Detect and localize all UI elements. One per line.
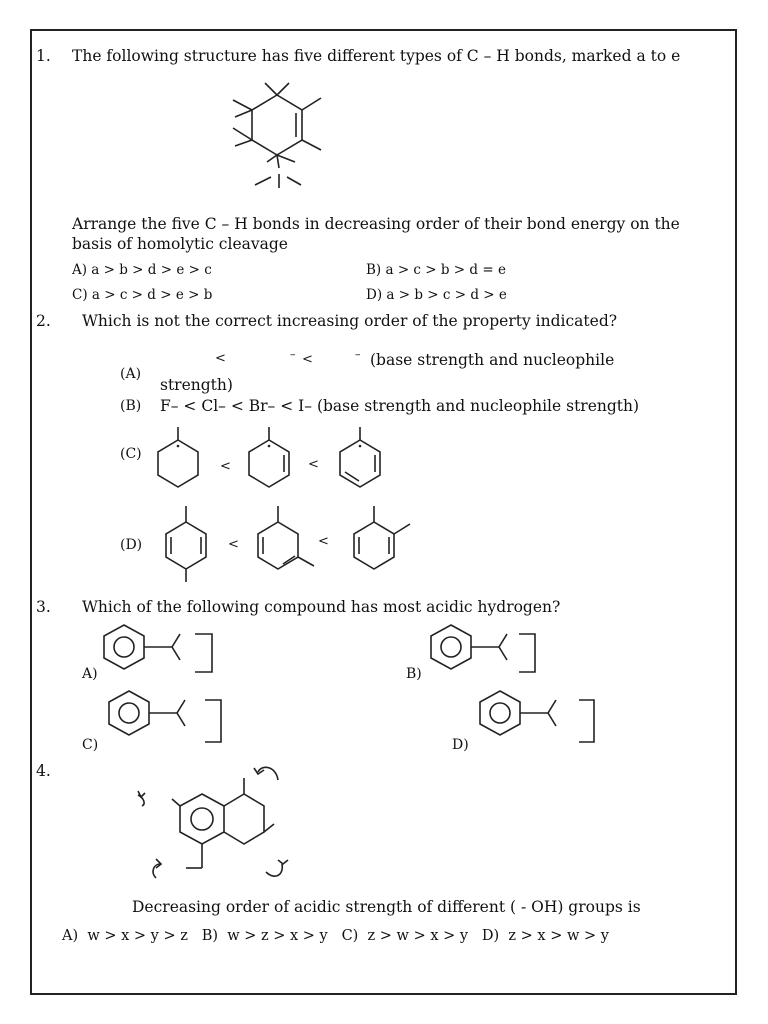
q2-c-less-than-1: < — [220, 459, 231, 474]
q3-d-structure — [476, 686, 601, 750]
q2-a-less-than-1: < — [215, 351, 226, 366]
q2-text: Which is not the correct increasing order of the property indicated? — [82, 312, 618, 330]
q2-a-text-line2: strength) — [160, 376, 233, 394]
q1-option-a[interactable]: A) a > b > d > e > c — [72, 262, 212, 278]
q3-option-b[interactable]: B) — [406, 666, 422, 682]
q1-option-c[interactable]: C) a > c > d > e > b — [72, 287, 213, 303]
q2-a-superscript-2: – — [355, 348, 361, 361]
q3-number: 3. — [36, 598, 51, 616]
q2-b-text: F– < Cl– < Br– < I– (base strength and nucleophile strength) — [160, 397, 640, 415]
q2-d-ortho-xylene — [348, 500, 418, 575]
q2-c-label: (C) — [120, 446, 142, 462]
q1-number: 1. — [36, 47, 51, 65]
q3-text: Which of the following compound has most acidic hydrogen? — [82, 598, 561, 616]
q2-a-less-than-2: < — [302, 352, 313, 367]
q2-d-para-xylene — [160, 500, 210, 585]
q2-b-label: (B) — [120, 398, 142, 414]
q3-b-structure — [427, 620, 547, 680]
q2-d-label: (D) — [120, 537, 143, 553]
q3-option-d[interactable]: D) — [452, 737, 469, 753]
q2-d-meta-xylene — [252, 500, 322, 575]
q2-number: 2. — [36, 312, 51, 330]
q2-c-less-than-2: < — [308, 457, 319, 472]
q2-c-cyclohexenyl-radical — [246, 424, 296, 492]
q2-d-less-than-2: < — [318, 534, 329, 549]
q1-instruction-line1: Arrange the five C – H bonds in decreasing order of their bond energy on the — [72, 215, 680, 233]
q2-a-superscript-1: – — [290, 348, 296, 361]
q2-d-less-than-1: < — [228, 537, 239, 552]
q1-option-d[interactable]: D) a > b > c > d > e — [366, 287, 507, 303]
q1-option-b[interactable]: B) a > c > b > d = e — [366, 262, 506, 278]
q1-instruction-line2: basis of homolytic cleavage — [72, 235, 288, 253]
q4-number: 4. — [36, 762, 51, 780]
q4-options[interactable]: A) w > x > y > z B) w > z > x > y C) z > w > x > y D) z > x > w > y — [62, 928, 609, 944]
q3-option-a[interactable]: A) — [82, 666, 98, 682]
q1-text: The following structure has five different types of C – H bonds, marked a to e — [72, 47, 681, 65]
q4-text: Decreasing order of acidic strength of different ( - OH) groups is — [132, 898, 641, 916]
q3-a-structure — [100, 620, 220, 680]
q3-option-c[interactable]: C) — [82, 737, 99, 753]
q2-a-text: (base strength and nucleophile — [370, 351, 615, 369]
q1-structure — [225, 80, 335, 195]
q2-c-cyclohexadienyl-radical — [337, 424, 387, 492]
q3-c-structure — [105, 686, 225, 750]
q2-a-label: (A) — [120, 366, 142, 382]
q4-structure — [130, 760, 310, 890]
q2-c-cyclohexyl-radical — [155, 424, 205, 492]
